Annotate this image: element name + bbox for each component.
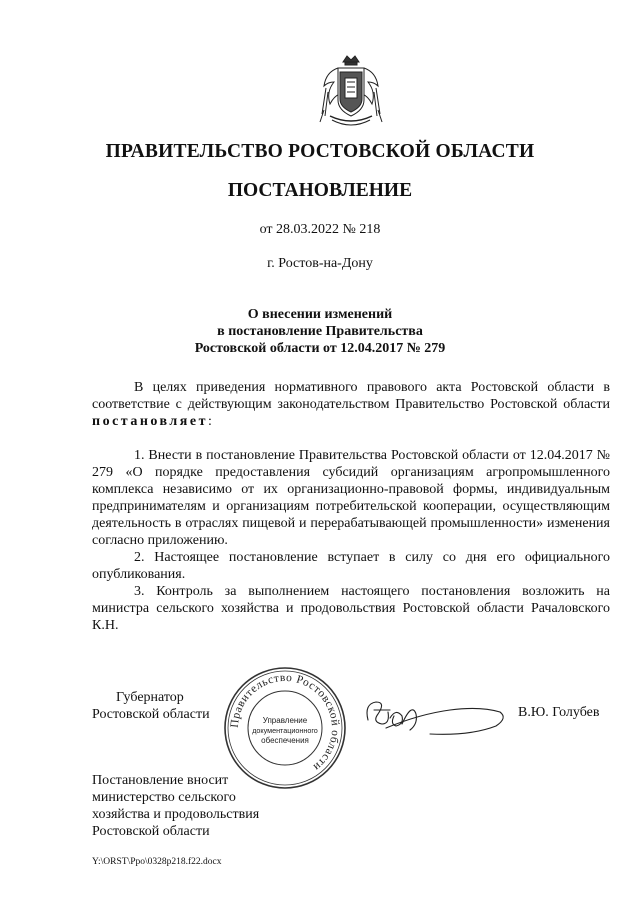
file-path: Y:\ORST\Ppo\0328p218.f22.docx [92,857,222,867]
heading-line: О внесении изменений [247,307,393,322]
handwritten-signature [360,690,510,742]
resolution-word: постановляет [92,414,208,429]
submitted-by-note [92,772,259,840]
intro-end: : [207,414,212,429]
stamp-center-line: документационного [252,726,318,735]
document-date-number: от 28.03.2022 № 218 [259,222,381,237]
stamp-center-line: обеспечения [261,736,309,745]
intro-text: В целях приведения нормативного правового акта Ростовской области в соответствие с действующим законодательством Правительство Ростовской области [92,380,610,412]
item-1-paragraph: 1. Внести в постановление Правительства Ростовской области от 12.04.2017 № 279 «О порядке предоставления субсидий организациям агропромышленного комплекса независимо от их организационно-правовой формы, индивидуальным предпринимателям и организациям потребительской кооперации, осуществляющим деятельность в отраслях пищевой и перерабатывающей промышленности» изменения согласно приложению. [92,448,610,548]
document-type: ПОСТАНОВЛЕНИЕ [227,180,413,201]
document-city: г. Ростов-на-Дону [267,256,373,271]
document-heading [0,306,640,357]
heading-line: Ростовской области от 12.04.2017 № 279 [194,341,446,356]
stamp-center-line: Управление [262,716,308,725]
submitted-by-line: Постановление вносит [92,773,229,788]
signer-region: Ростовской области [92,707,210,722]
item-2-paragraph: 2. Настоящее постановление вступает в силу со дня его официального опубликования. [92,550,610,582]
signer-role: Губернатор [116,690,184,705]
intro-paragraph [92,379,610,430]
coat-of-arms-emblem [318,52,384,134]
submitted-by-line: министерство сельского [92,790,236,805]
submitted-by-line: Ростовской области [92,824,210,839]
stamp-ring-text: Правительство Ростовской области [228,671,342,774]
signer-name: В.Ю. Голубев [518,705,600,720]
government-title: ПРАВИТЕЛЬСТВО РОСТОВСКОЙ ОБЛАСТИ [105,141,535,162]
heading-line: в постановление Правительства [217,324,423,339]
item-3-paragraph: 3. Контроль за выполнением настоящего постановления возложить на министра сельского хозяйства и продовольствия Ростовской области Рачаловского К.Н. [92,584,610,633]
submitted-by-line: хозяйства и продовольствия [92,807,260,822]
